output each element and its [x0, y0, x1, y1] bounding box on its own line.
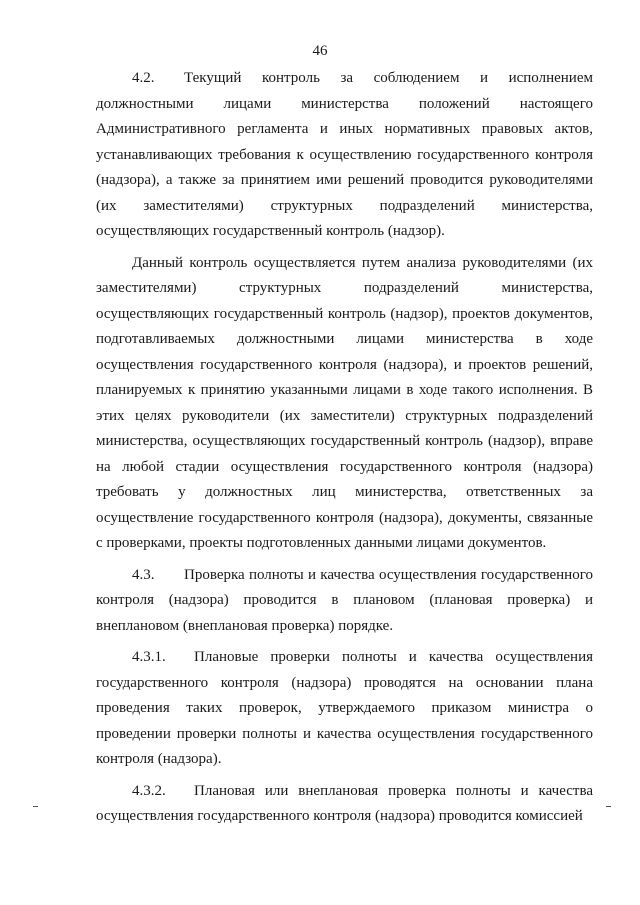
paragraph-text: Текущий контроль за соблюдением и исполнением должностными лицами министерства положений настоящего Административного регламента и иных нормативных правовых актов, устанавливающих требования к осуществлению государственного контроля (надзора), а также за принятием ими решений проводится руководителями (их заместителями) структурных подразделений министерства, осуществляющих государственный контроль (надзор).: [96, 70, 593, 239]
paragraph-4-3-1: [96, 645, 593, 773]
paragraph-text: Плановые проверки полноты и качества осуществления государственного контроля (надзора) проводятся на основании плана проведения таких проверок, утверждаемого приказом министра о проведении проверки полноты и качества осуществления государственного контроля (надзора).: [96, 649, 593, 767]
scan-mark-left: [33, 806, 38, 807]
paragraph-text: Данный контроль осуществляется путем анализа руководителями (их заместителями) структурных подразделений министерства, осуществляющих государственный контроль (надзор), проектов документов, подготавливаемых должностными лицами министерства в ходе осуществления государственного контроля (надзора), и проектов решений, планируемых к принятию указанными лицами в ходе такого исполнения. В этих целях руководители (их заместители) структурных подразделений министерства, осуществляющих государственный контроль (надзор), вправе на любой стадии осуществления государственного контроля (надзора) требовать у должностных лиц министерства, ответственных за осуществление государственного контроля (надзора), документы, связанные с проверками, проекты подготовленных данными лицами документов.: [96, 254, 593, 551]
paragraph-text: Плановая или внеплановая проверка полноты и качества осуществления государственного контроля (надзора) проводится комиссией: [96, 782, 593, 824]
section-number: 4.3.1.: [132, 649, 166, 665]
document-body: [96, 66, 593, 836]
page-number: 46: [312, 43, 328, 59]
paragraph-text: Проверка полноты и качества осуществления государственного контроля (надзора) проводится в плановом (плановая проверка) и внеплановом (внеплановая проверка) порядке.: [96, 566, 593, 634]
section-number: 4.3.2.: [132, 782, 166, 799]
paragraph-4-3: [96, 563, 593, 640]
paragraph-4-3-2: [96, 779, 593, 830]
section-number: 4.2.: [132, 70, 155, 86]
scan-mark-right: [606, 806, 611, 807]
paragraph-4-2: [96, 66, 593, 245]
paragraph-control-analysis: [96, 251, 593, 557]
section-number: 4.3.: [132, 566, 155, 583]
